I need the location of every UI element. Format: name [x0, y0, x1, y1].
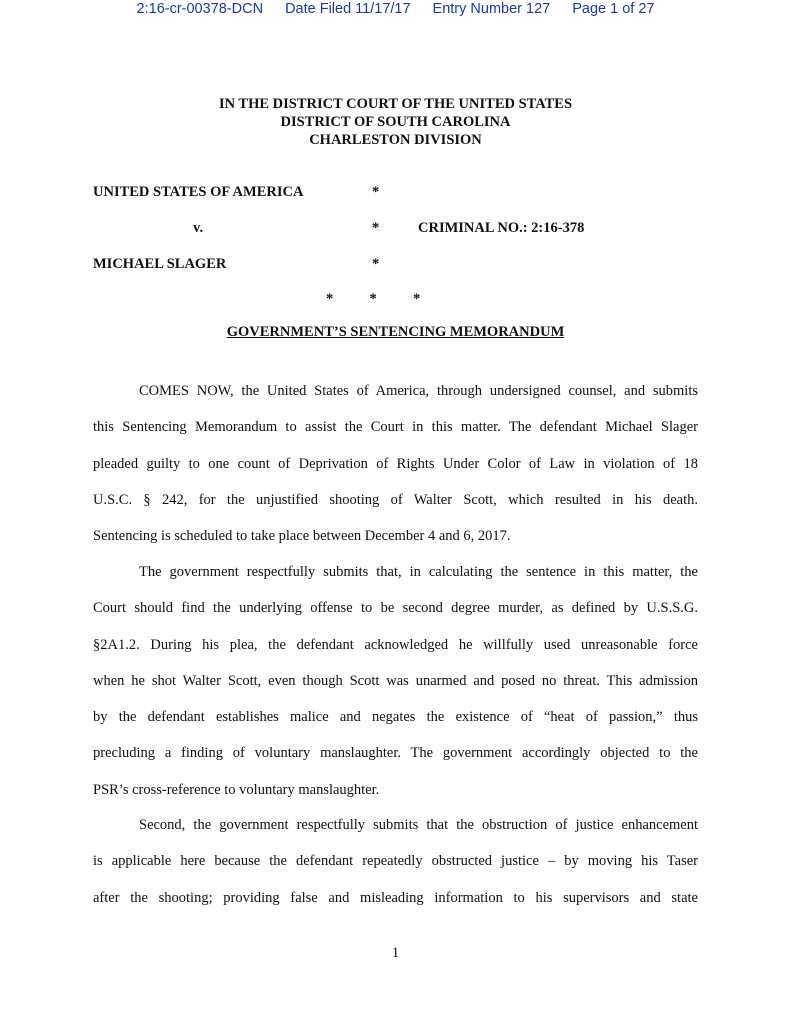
- court-line: CHARLESTON DIVISION: [309, 132, 482, 148]
- document-title: GOVERNMENT’S SENTENCING MEMORANDUM: [226, 324, 565, 340]
- text-line: Second, the government respectfully submits that the obstruction of justice enhancement: [139, 817, 698, 833]
- court-heading: [0, 95, 791, 149]
- text-line: this Sentencing Memorandum to assist the Court in this matter. The defendant Michael Slager: [93, 419, 698, 436]
- entry-number: Entry Number 127: [432, 1, 551, 17]
- versus-label: v.: [193, 220, 204, 236]
- court-line: DISTRICT OF SOUTH CAROLINA: [280, 114, 511, 130]
- text-line: by the defendant establishes malice and negates the existence of “heat of passion,” thus: [93, 709, 698, 726]
- paragraph: [93, 554, 698, 808]
- court-line: IN THE DISTRICT COURT OF THE UNITED STATES: [218, 96, 573, 112]
- plaintiff-name: UNITED STATES OF AMERICA: [93, 184, 304, 200]
- text-line: precluding a finding of voluntary manslaughter. The government accordingly objected to the: [93, 745, 698, 762]
- caption-separator: * * *: [326, 291, 421, 307]
- paragraph: [93, 373, 698, 554]
- defendant-name: MICHAEL SLAGER: [93, 256, 227, 272]
- page-number: 1: [391, 945, 400, 961]
- caption-asterisk: *: [372, 220, 380, 236]
- text-line: after the shooting; providing false and misleading information to his supervisors and state: [93, 889, 698, 906]
- text-line: when he shot Walter Scott, even though Scott was unarmed and posed no threat. This admission: [93, 672, 698, 689]
- text-line: PSR’s cross-reference to voluntary manslaughter.: [93, 781, 380, 798]
- text-line: §2A1.2. During his plea, the defendant acknowledged he willfully used unreasonable force: [93, 636, 698, 653]
- page-of: Page 1 of 27: [572, 1, 655, 17]
- date-filed: Date Filed 11/17/17: [285, 1, 411, 17]
- criminal-number: CRIMINAL NO.: 2:16-378: [418, 220, 585, 236]
- caption-asterisk: *: [372, 184, 380, 200]
- caption-asterisk: *: [372, 256, 380, 272]
- filing-stamp: [0, 1, 791, 17]
- text-line: The government respectfully submits that, in calculating the sentence in this matter, the: [139, 564, 698, 580]
- case-number: 2:16-cr-00378-DCN: [136, 1, 264, 17]
- paragraph: [93, 807, 698, 916]
- text-line: is applicable here because the defendant repeatedly obstructed justice – by moving his Taser: [93, 853, 698, 870]
- text-line: Sentencing is scheduled to take place between December 4 and 6, 2017.: [93, 528, 511, 545]
- text-line: U.S.C. § 242, for the unjustified shooting of Walter Scott, which resulted in his death.: [93, 491, 698, 508]
- text-line: Court should find the underlying offense to be second degree murder, as defined by U.S.S.G.: [93, 600, 698, 617]
- text-line: COMES NOW, the United States of America, through undersigned counsel, and submits: [139, 383, 698, 399]
- text-line: pleaded guilty to one count of Deprivation of Rights Under Color of Law in violation of 18: [93, 455, 698, 472]
